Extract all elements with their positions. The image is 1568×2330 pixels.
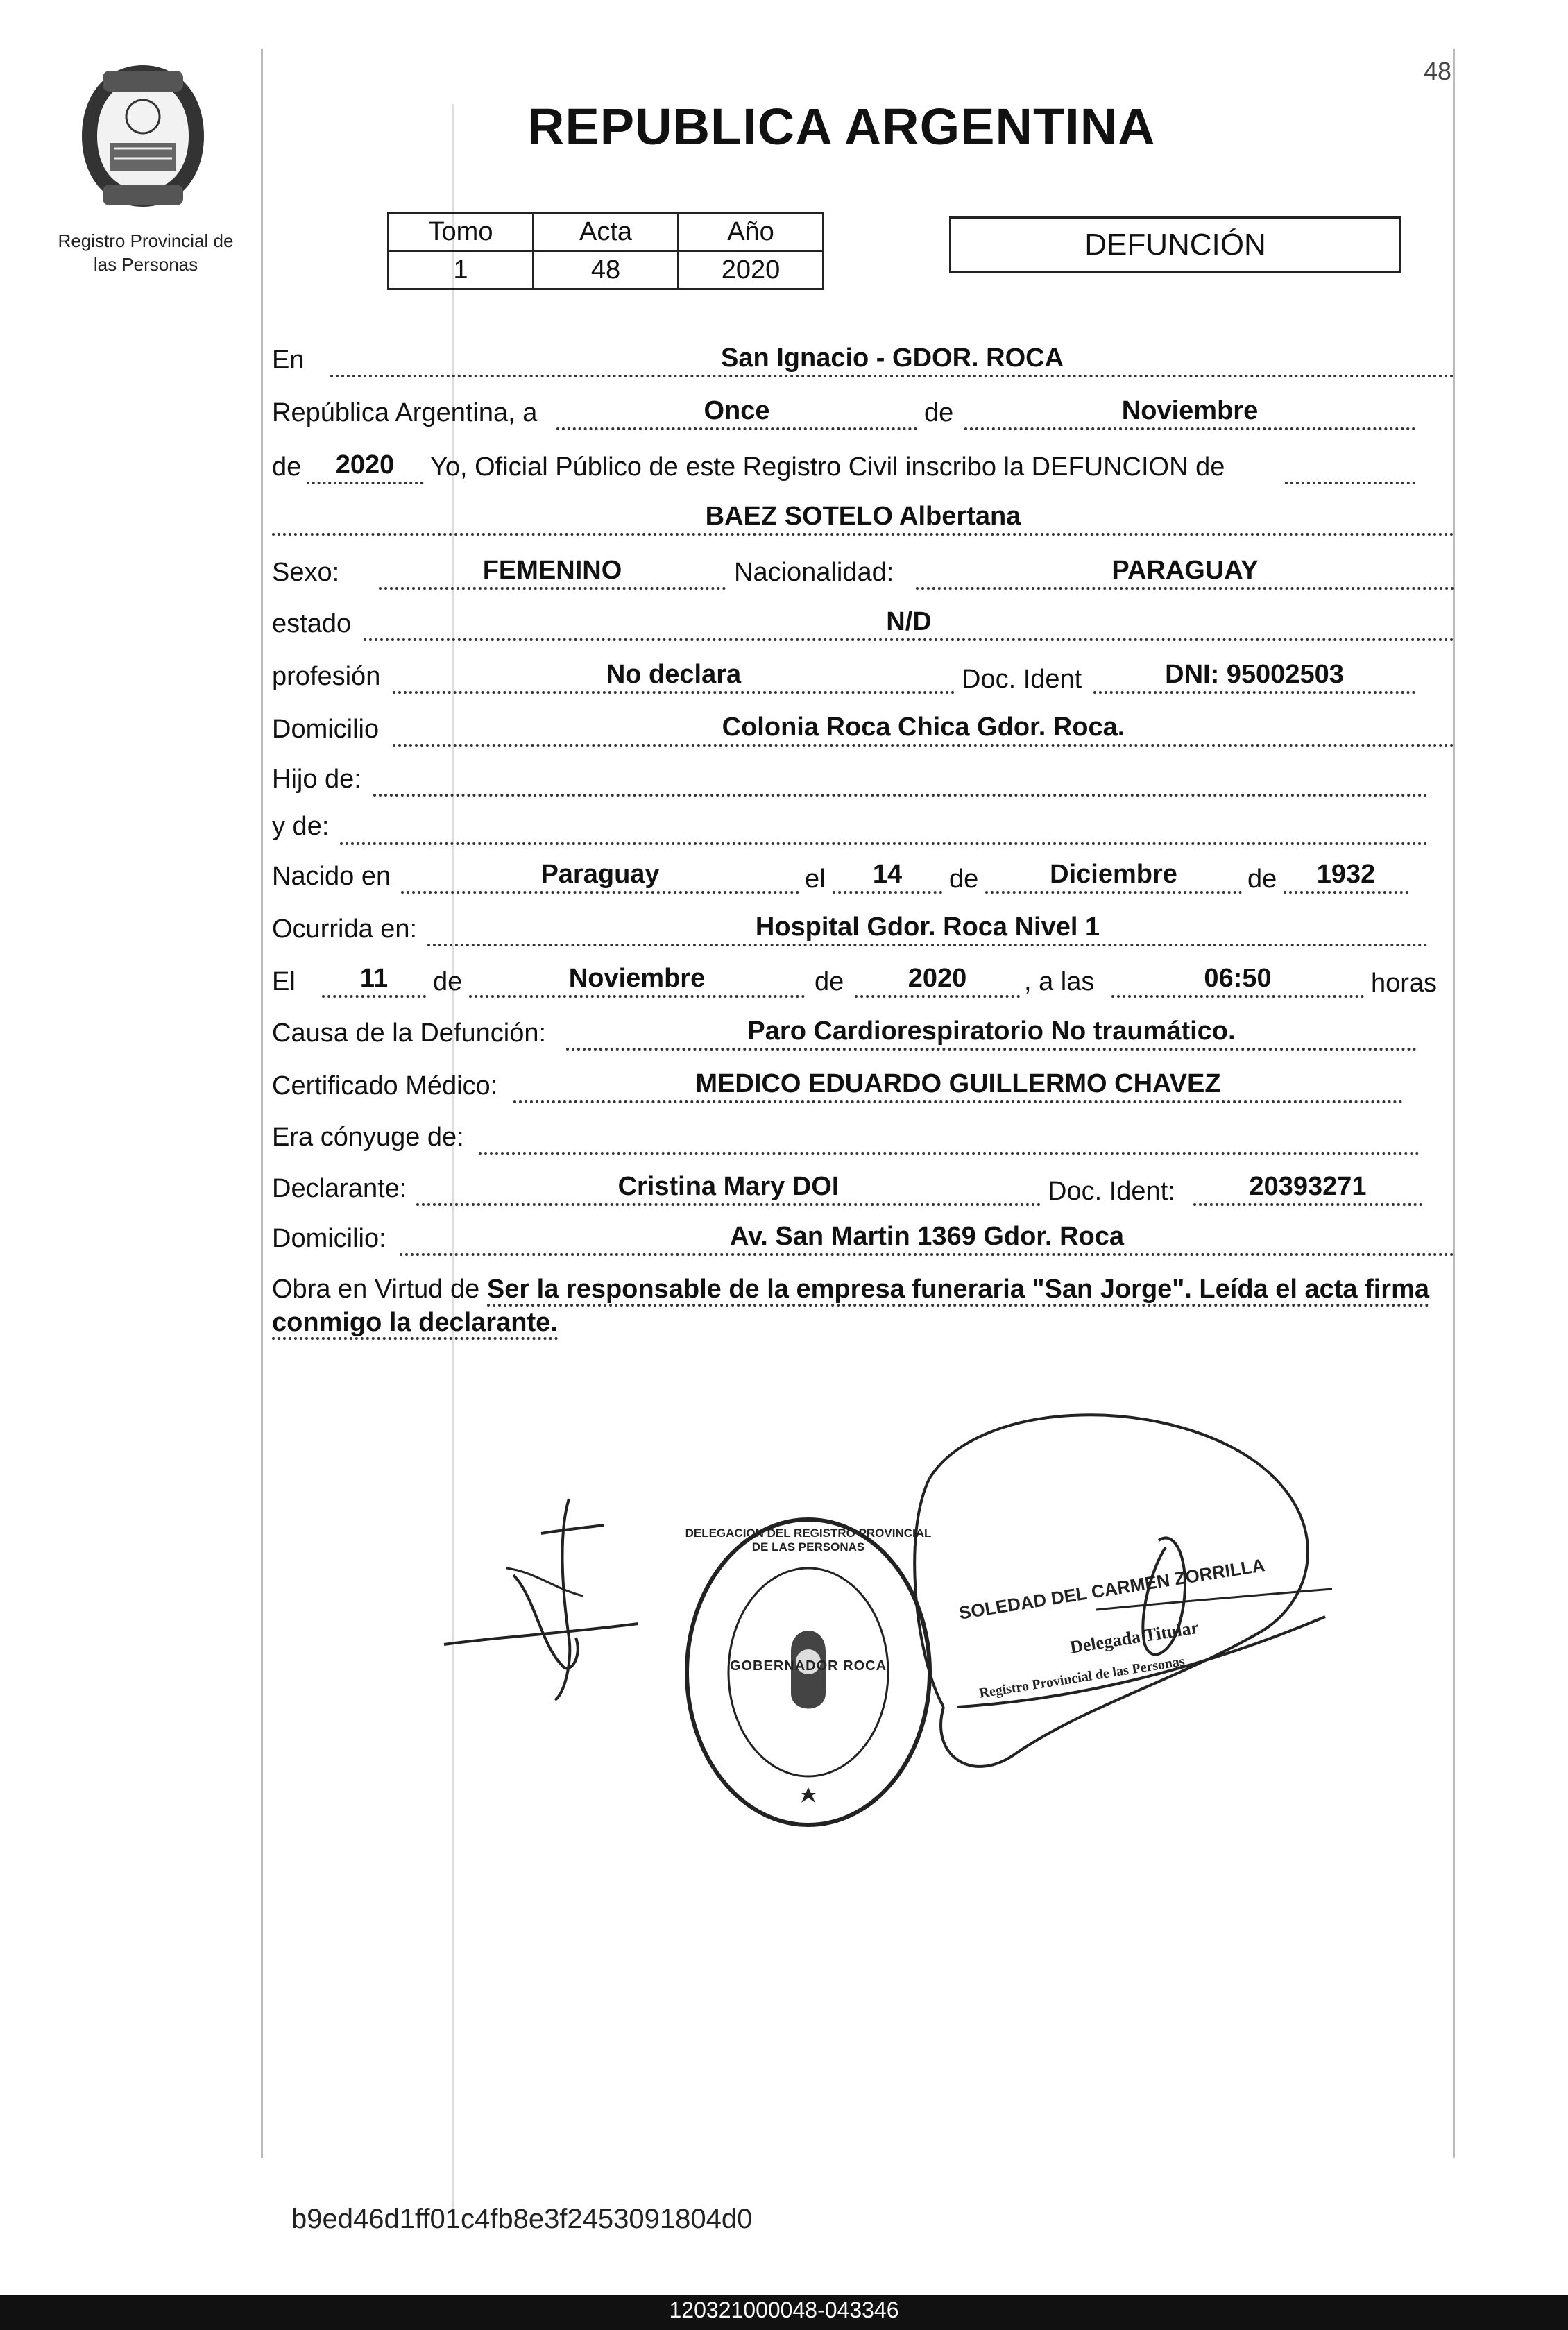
label-profesion: profesión [272, 662, 381, 691]
label-en: En [272, 346, 305, 375]
page-number: 48 [1424, 57, 1452, 85]
officer-registry: Registro Provincial de las Personas [978, 1653, 1186, 1701]
label-el-1: el [805, 865, 826, 894]
label-horas: horas [1371, 969, 1438, 998]
label-de-6: de [815, 967, 844, 996]
field-conyuge [479, 1120, 1420, 1155]
obra-en-virtud [272, 1273, 1451, 1339]
field-nacido-lugar: Paraguay [401, 859, 799, 894]
province-seal-logo [75, 60, 211, 212]
left-margin-line [261, 49, 263, 2158]
field-def-anio: 2020 [855, 963, 1020, 998]
registry-label-line1: Registro Provincial de [58, 230, 234, 251]
label-certificado: Certificado Médico: [272, 1071, 498, 1100]
field-lugar: San Ignacio - GDOR. ROCA [330, 343, 1454, 377]
field-blank-1 [1285, 450, 1415, 484]
declarant-signature [430, 1492, 652, 1700]
label-causa: Causa de la Defunción: [272, 1019, 547, 1048]
footer-id: 120321000048-043346 [669, 2297, 899, 2322]
officer-signature-stamp [888, 1395, 1388, 1783]
field-domicilio: Colonia Roca Chica Gdor. Roca. [393, 712, 1454, 747]
field-obra-texto: Ser la responsable de la empresa funeraria "San Jorge". Leída el acta firma conmigo la declarante. [272, 1275, 1429, 1340]
record-value-anio: 2020 [679, 251, 824, 289]
label-de-5: de [433, 967, 463, 996]
field-ocurrida-en: Hospital Gdor. Roca Nivel 1 [427, 912, 1428, 946]
label-de-4: de [1247, 865, 1277, 894]
officer-name: SOLEDAD DEL CARMEN ZORRILLA [957, 1554, 1267, 1624]
label-domicilio-2: Domicilio: [272, 1224, 386, 1253]
field-nacido-dia: 14 [833, 859, 942, 894]
label-nacionalidad: Nacionalidad: [734, 558, 894, 587]
field-nacido-anio: 1932 [1284, 859, 1408, 894]
label-sexo: Sexo: [272, 558, 340, 587]
record-header-tomo: Tomo [389, 213, 534, 251]
field-def-dia: 11 [322, 963, 426, 998]
field-mes-texto: Noviembre [964, 396, 1415, 430]
label-conyuge: Era cónyuge de: [272, 1123, 464, 1152]
field-declarante-domicilio: Av. San Martin 1369 Gdor. Roca [400, 1221, 1454, 1256]
field-def-hora: 06:50 [1111, 963, 1364, 998]
label-doc-ident: Doc. Ident [962, 665, 1082, 694]
label-republica: República Argentina, a [272, 398, 538, 427]
field-hijo-de [373, 762, 1428, 797]
label-a-las: , a las [1024, 967, 1095, 996]
record-value-tomo: 1 [389, 251, 534, 289]
label-ocurrida-en: Ocurrida en: [272, 915, 418, 944]
stamp-inner-text: GOBERNADOR ROCA [729, 1658, 887, 1674]
field-sexo: FEMENINO [379, 555, 726, 590]
field-profesion: No declara [393, 659, 955, 694]
registry-label [42, 229, 250, 276]
label-de-1: de [924, 398, 954, 427]
label-el-2: El [272, 967, 296, 996]
label-de-3: de [949, 865, 979, 894]
registry-label-line2: las Personas [93, 254, 198, 275]
field-estado: N/D [364, 606, 1454, 641]
field-anio: 2020 [307, 450, 423, 484]
country-title: REPUBLICA ARGENTINA [527, 98, 1156, 155]
field-doc-ident: DNI: 95002503 [1093, 659, 1415, 694]
label-nacido-en: Nacido en [272, 862, 391, 891]
label-declarante: Declarante: [272, 1174, 407, 1203]
record-header-anio: Año [679, 213, 824, 251]
label-y-de: y de: [272, 812, 330, 841]
stamp-outer-text: DELEGACION DEL REGISTRO PROVINCIAL DE LAS PERSONAS [685, 1527, 932, 1554]
field-causa: Paro Cardiorespiratorio No traumático. [566, 1016, 1417, 1051]
label-hijo-de: Hijo de: [272, 765, 361, 794]
document-type-box: DEFUNCIÓN [949, 216, 1401, 273]
record-header-acta: Acta [534, 213, 679, 251]
field-def-mes: Noviembre [469, 963, 805, 998]
officer-title: Delegada Titular [1068, 1617, 1200, 1658]
field-dia-texto: Once [556, 396, 917, 430]
field-nacionalidad: PARAGUAY [916, 555, 1454, 590]
field-declarante-doc: 20393271 [1193, 1171, 1422, 1206]
field-declarante: Cristina Mary DOI [416, 1171, 1041, 1206]
label-domicilio: Domicilio [272, 715, 380, 744]
field-y-de [340, 810, 1428, 845]
label-obra: Obra en Virtud de [272, 1275, 480, 1304]
label-de-2: de [272, 452, 302, 482]
label-estado: estado [272, 609, 352, 638]
field-certificado: MEDICO EDUARDO GUILLERMO CHAVEZ [513, 1069, 1403, 1103]
label-doc-ident-2: Doc. Ident: [1048, 1177, 1175, 1206]
label-yo: Yo, Oficial Público de este Registro Civil inscribo la DEFUNCION de [430, 452, 1225, 482]
field-nombre: BAEZ SOTELO Albertana [272, 501, 1454, 536]
field-nacido-mes: Diciembre [985, 859, 1242, 894]
record-value-acta: 48 [534, 251, 679, 289]
document-hash: b9ed46d1ff01c4fb8e3f2453091804d0 [291, 2204, 753, 2234]
record-table [387, 212, 824, 290]
